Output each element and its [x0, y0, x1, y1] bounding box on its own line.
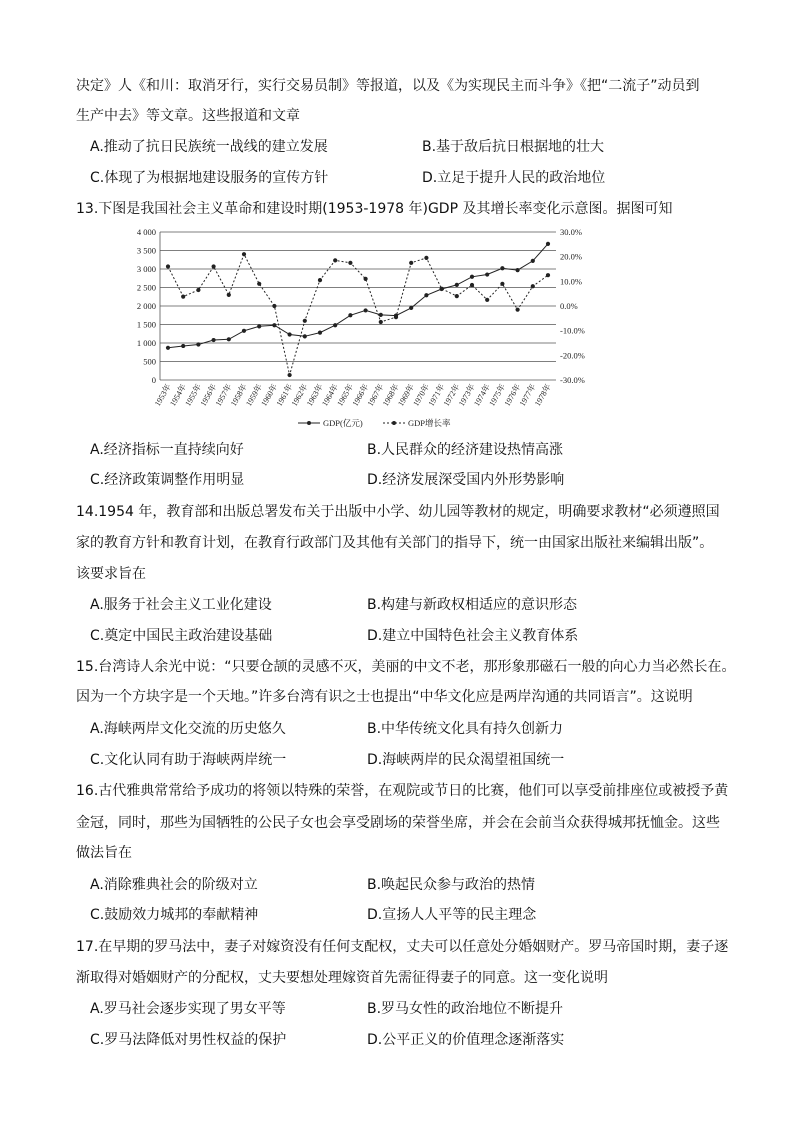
q14-option-b[interactable]: B.构建与新政权相适应的意识形态: [367, 597, 578, 613]
gdp-point: [379, 313, 383, 317]
q13-option-a[interactable]: A.经济指标一直持续向好: [90, 442, 244, 458]
gdp-point: [181, 344, 185, 348]
x-tick-label: 1955年: [183, 382, 204, 408]
q13-option-d[interactable]: D.经济发展深受国内外形势影响: [367, 472, 565, 488]
gdp-point: [531, 259, 535, 263]
y-left-tick-label: 3 000: [136, 264, 156, 274]
x-tick-label: 1971年: [426, 382, 447, 408]
gdp-growth-point: [379, 320, 383, 324]
q16-option-b[interactable]: B.唤起民众参与政治的热情: [367, 877, 536, 893]
q16-option-c[interactable]: C.鼓励效力城邦的奉献精神: [90, 907, 259, 923]
q15-option-a[interactable]: A.海峡两岸文化交流的历史悠久: [90, 721, 286, 737]
gdp-point: [546, 242, 550, 246]
gdp-point: [272, 323, 276, 327]
gdp-growth-point: [455, 294, 459, 298]
y-left-tick-label: 0: [151, 375, 156, 385]
gdp-point: [485, 272, 489, 276]
legend-gdp-label: GDP(亿元): [323, 418, 363, 428]
gdp-growth-point: [303, 319, 307, 323]
gdp-growth-point: [333, 258, 337, 262]
y-right-tick-label: -30.0%: [560, 375, 585, 385]
y-left-tick-label: 2 500: [136, 282, 156, 293]
gdp-growth-point: [272, 304, 276, 308]
x-tick-label: 1967年: [365, 382, 386, 408]
q13-option-c[interactable]: C.经济政策调整作用明显: [90, 472, 245, 488]
x-tick-label: 1974年: [472, 382, 492, 408]
q15-stem-line-2: 因为一个方块字是一个天地。”许多台湾有识之士也提出“中华文化应是两岸沟通的共同语言”。这说明: [76, 689, 693, 705]
gdp-growth-point: [227, 293, 231, 297]
q16-option-d[interactable]: D.宣扬人人平等的民主理念: [367, 907, 537, 923]
gdp-point: [333, 323, 337, 327]
gdp-growth-point: [318, 278, 322, 282]
x-tick-label: 1972年: [441, 382, 462, 408]
q12-option-d[interactable]: D.立足于提升人民的政治地位: [422, 170, 606, 186]
q16-stem-line-3: 做法旨在: [76, 845, 132, 861]
gdp-growth-point: [394, 315, 398, 319]
y-right-tick-label: -10.0%: [560, 325, 585, 336]
gdp-point: [212, 338, 216, 342]
q14-option-d[interactable]: D.建立中国特色社会主义教育体系: [367, 628, 579, 644]
gdp-growth-point: [531, 284, 535, 288]
y-right-tick-label: 0.0%: [560, 301, 578, 311]
gdp-point: [227, 337, 231, 341]
y-left-tick-label: 500: [143, 356, 156, 367]
gdp-growth-point: [196, 288, 200, 292]
q15-stem-line-1: 15.台湾诗人余光中说：“只要仓颉的灵感不灭，美丽的中文不老，那形象那磁石一般的向心力当必然长在。: [76, 659, 736, 675]
x-tick-label: 1968年: [380, 382, 401, 408]
gdp-growth-point: [242, 252, 246, 256]
x-tick-label: 1975年: [487, 382, 508, 408]
gdp-growth-point: [364, 277, 368, 281]
legend-gdp-marker: [307, 421, 311, 425]
gdp-point: [303, 334, 307, 338]
gdp-growth-point: [424, 256, 428, 260]
gdp-growth-point: [546, 273, 550, 277]
x-tick-label: 1954年: [168, 382, 188, 408]
q15-option-c[interactable]: C.文化认同有助于海峡两岸统一: [90, 752, 287, 768]
y-right-tick-label: 30.0%: [560, 227, 582, 237]
q17-option-c[interactable]: C.罗马法降低对男性权益的保护: [90, 1032, 287, 1048]
x-tick-label: 1958年: [228, 382, 249, 408]
gdp-growth-series-line: [168, 254, 548, 375]
q14-stem-line-3: 该要求旨在: [76, 566, 146, 582]
gdp-point: [318, 331, 322, 335]
q14-option-c[interactable]: C.奠定中国民主政治建设基础: [90, 628, 273, 644]
gdp-point: [288, 332, 292, 336]
q13-stem: 13.下图是我国社会主义革命和建设时期(1953-1978 年)GDP 及其增长率变化示意图。据图可知: [76, 201, 673, 217]
gdp-point: [516, 268, 520, 272]
y-right-tick-label: 20.0%: [560, 251, 582, 262]
gdp-growth-point: [470, 283, 474, 287]
gdp-growth-point: [409, 261, 413, 265]
x-tick-label: 1965年: [335, 382, 356, 408]
gdp-growth-point: [516, 308, 520, 312]
gdp-growth-point: [485, 298, 489, 302]
gdp-point: [364, 308, 368, 312]
gdp-growth-point: [288, 373, 292, 377]
x-tick-label: 1961年: [274, 382, 295, 408]
gdp-growth-point: [500, 282, 504, 286]
x-tick-label: 1962年: [289, 382, 310, 408]
y-right-tick-label: 10.0%: [560, 276, 582, 287]
legend-growth-marker: [392, 421, 396, 425]
x-tick-label: 1963年: [304, 382, 325, 408]
x-tick-label: 1956年: [198, 382, 219, 408]
q17-stem-line-1: 17.在早期的罗马法中，妻子对嫁资没有任何支配权，丈夫可以任意处分婚姻财产。罗马帝国时期，妻子逐: [76, 939, 729, 955]
q14-option-a[interactable]: A.服务于社会主义工业化建设: [90, 597, 272, 613]
gdp-point: [455, 283, 459, 287]
q12-option-b[interactable]: B.基于敌后抗日根据地的壮大: [422, 139, 605, 155]
q14-stem-line-2: 家的教育方针和教育计划，在教育行政部门及其他有关部门的指导下，统一由国家出版社来编辑出版”。: [76, 535, 714, 551]
q16-option-a[interactable]: A.消除雅典社会的阶级对立: [90, 877, 258, 893]
q17-option-b[interactable]: B.罗马女性的政治地位不断提升: [367, 1001, 564, 1017]
gdp-chart: [118, 222, 596, 434]
y-left-tick-label: 1 000: [136, 338, 156, 348]
gdp-point: [409, 306, 413, 310]
q13-option-b[interactable]: B.人民群众的经济建设热情高涨: [367, 442, 564, 458]
x-tick-label: 1969年: [396, 382, 416, 408]
q15-option-d[interactable]: D.海峡两岸的民众渴望祖国统一: [367, 752, 565, 768]
y-right-tick-label: -20.0%: [560, 350, 585, 361]
gdp-growth-point: [440, 287, 444, 291]
gdp-point: [257, 324, 261, 328]
q15-option-b[interactable]: B.中华传统文化具有持久创新力: [367, 721, 564, 737]
gdp-point: [196, 342, 200, 346]
x-tick-label: 1953年: [152, 382, 173, 408]
q12-option-c[interactable]: C.体现了为根据地建设服务的宣传方针: [90, 170, 329, 186]
intro-line-1: 决定》人《和川：取消牙行，实行交易员制》等报道，以及《为实现民主而斗争》《把“二流子”动员到: [76, 78, 700, 94]
y-left-tick-label: 3 500: [136, 245, 156, 256]
gdp-growth-point: [166, 264, 170, 268]
intro-line-2: 生产中去》等文章。这些报道和文章: [76, 108, 300, 124]
q17-stem-line-2: 渐取得对婚姻财产的分配权，丈夫要想处理嫁资首先需征得妻子的同意。这一变化说明: [76, 970, 608, 986]
q14-stem-line-1: 14.1954 年，教育部和出版总署发布关于出版中小学、幼儿园等教材的规定，明确要求教材“必须遵照国: [76, 504, 720, 520]
gdp-growth-point: [212, 264, 216, 268]
gdp-point: [470, 275, 474, 279]
gdp-growth-point: [348, 261, 352, 265]
x-tick-label: 1978年: [532, 382, 553, 408]
x-tick-label: 1959年: [244, 382, 264, 408]
y-left-tick-label: 2 000: [136, 301, 156, 311]
gdp-growth-point: [181, 295, 185, 299]
gdp-point: [166, 346, 170, 350]
legend-growth-label: GDP增长率: [408, 418, 451, 428]
gdp-point: [348, 313, 352, 317]
gdp-chart-svg: [118, 222, 596, 434]
gdp-growth-point: [257, 282, 261, 286]
x-tick-label: 1970年: [411, 382, 432, 408]
x-tick-label: 1977年: [517, 382, 538, 408]
q16-stem-line-1: 16.古代雅典常常给予成功的将领以特殊的荣誉，在观院或节日的比赛，他们可以享受前排座位或被授予黄: [76, 783, 729, 799]
x-tick-label: 1957年: [213, 382, 234, 408]
q16-stem-line-2: 金冠，同时，那些为国牺牲的公民子女也会享受剧场的荣誉坐席，并会在会前当众获得城邦抚恤金。这些: [76, 815, 720, 831]
gdp-point: [500, 266, 504, 270]
q17-option-a[interactable]: A.罗马社会逐步实现了男女平等: [90, 1001, 286, 1017]
x-tick-label: 1973年: [456, 382, 477, 408]
x-tick-label: 1966年: [350, 382, 371, 408]
x-tick-label: 1964年: [320, 382, 340, 408]
gdp-point: [424, 293, 428, 297]
x-tick-label: 1976年: [502, 382, 523, 408]
q17-option-d[interactable]: D.公平正义的价值理念逐渐落实: [367, 1032, 565, 1048]
y-left-tick-label: 4 000: [136, 227, 156, 237]
q12-option-a[interactable]: A.推动了抗日民族统一战线的建立发展: [90, 139, 328, 155]
gdp-point: [242, 329, 246, 333]
y-left-tick-label: 1 500: [136, 319, 156, 330]
x-tick-label: 1960年: [259, 382, 280, 408]
